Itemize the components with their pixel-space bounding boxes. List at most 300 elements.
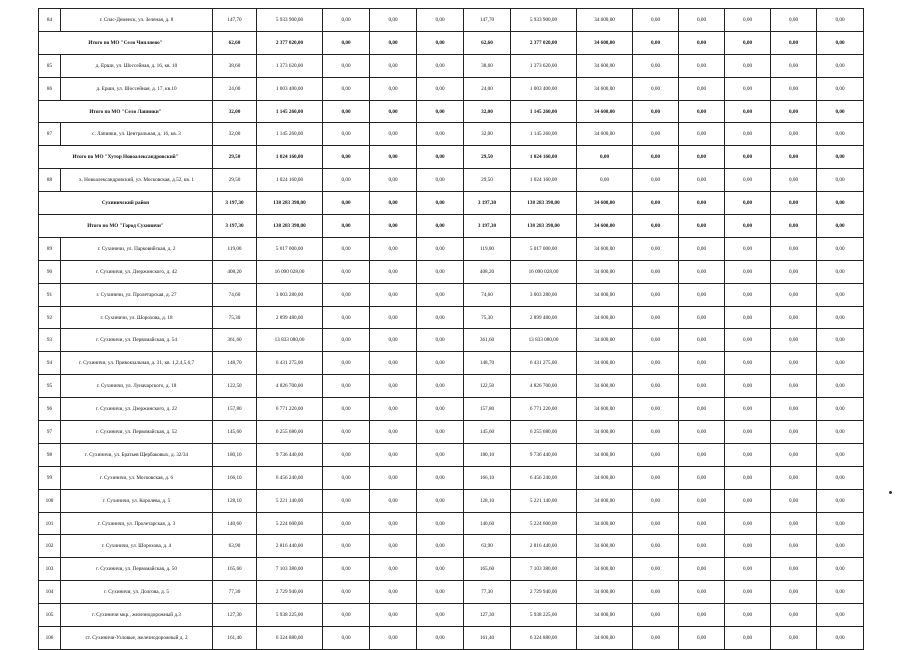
scan-speck (889, 491, 892, 494)
value-cell: 361,60 (464, 329, 511, 352)
value-cell: 0,00 (725, 604, 771, 627)
value-cell: 34 600,00 (577, 558, 633, 581)
value-cell: 0,00 (370, 398, 417, 421)
value-cell: 0,00 (323, 558, 370, 581)
address-cell: ст. Сухиничи-Узловые, железнодорожный д. 2 (61, 627, 213, 650)
value-cell: 1 003 400,00 (257, 77, 323, 100)
value-cell: 1 373 620,00 (511, 54, 577, 77)
value-cell: 5 221 140,00 (257, 489, 323, 512)
value-cell: 0,00 (633, 375, 679, 398)
value-cell: 24,00 (213, 77, 257, 100)
table-row (39, 558, 864, 581)
value-cell: 29,50 (213, 169, 257, 192)
value-cell: 1 145 260,00 (511, 100, 577, 123)
value-cell: 0,00 (633, 146, 679, 169)
value-cell: 74,60 (213, 283, 257, 306)
value-cell: 0,00 (771, 627, 817, 650)
value-cell: 0,00 (633, 466, 679, 489)
value-cell: 0,00 (633, 169, 679, 192)
value-cell: 0,00 (417, 192, 464, 215)
value-cell: 29,50 (464, 146, 511, 169)
value-cell: 34 600,00 (577, 283, 633, 306)
value-cell: 34 600,00 (577, 398, 633, 421)
value-cell: 0,00 (817, 283, 864, 306)
value-cell: 6 456 240,00 (511, 466, 577, 489)
value-cell: 5 017 000,00 (511, 237, 577, 260)
table-row (39, 466, 864, 489)
value-cell: 1 145 260,00 (257, 100, 323, 123)
row-number: 86 (39, 77, 61, 100)
address-cell: д. Ерши, ул. Шоссейная, д. 16, кв. 10 (61, 54, 213, 77)
value-cell: 0,00 (679, 558, 725, 581)
address-cell: г. Сухиничи, ул. Братьев Щербаковых, д. 32/34 (61, 443, 213, 466)
value-cell: 0,00 (633, 54, 679, 77)
value-cell: 1 145 260,00 (511, 123, 577, 146)
total-row (39, 192, 864, 215)
value-cell: 0,00 (771, 581, 817, 604)
table-row (39, 489, 864, 512)
table-row (39, 512, 864, 535)
value-cell: 2 729 940,00 (257, 581, 323, 604)
value-cell: 0,00 (370, 466, 417, 489)
address-cell: г. Сухиничи, ул. Московская, д. 6 (61, 466, 213, 489)
value-cell: 74,60 (464, 283, 511, 306)
value-cell: 34 600,00 (577, 352, 633, 375)
value-cell: 0,00 (417, 123, 464, 146)
value-cell: 0,00 (817, 77, 864, 100)
value-cell: 2 729 940,00 (511, 581, 577, 604)
value-cell: 2 377 020,00 (511, 31, 577, 54)
value-cell: 0,00 (323, 169, 370, 192)
value-cell: 0,00 (725, 260, 771, 283)
value-cell: 0,00 (323, 192, 370, 215)
value-cell: 34 600,00 (577, 123, 633, 146)
document-sheet (38, 8, 864, 650)
value-cell: 0,00 (679, 260, 725, 283)
value-cell: 0,00 (323, 604, 370, 627)
value-cell: 0,00 (771, 9, 817, 32)
address-cell: г. Сухиничи, ул. Привокзальная, д. 31, кв. 1,2,4,5,6,7 (61, 352, 213, 375)
value-cell: 128,10 (464, 489, 511, 512)
value-cell: 0,00 (323, 77, 370, 100)
value-cell: 0,00 (817, 306, 864, 329)
value-cell: 0,00 (633, 237, 679, 260)
value-cell: 0,00 (725, 9, 771, 32)
value-cell: 0,00 (771, 421, 817, 444)
value-cell: 34 600,00 (577, 306, 633, 329)
value-cell: 0,00 (417, 260, 464, 283)
value-cell: 38,60 (464, 54, 511, 77)
value-cell: 5 017 000,00 (257, 237, 323, 260)
value-cell: 157,80 (213, 398, 257, 421)
value-cell: 0,00 (725, 352, 771, 375)
total-label: Итого по МО "Село Чипляево" (39, 31, 213, 54)
address-cell: г. Сухиничи, ул. Шорохова, д. 18 (61, 306, 213, 329)
total-row (39, 31, 864, 54)
value-cell: 0,00 (817, 489, 864, 512)
value-cell: 13 833 080,00 (511, 329, 577, 352)
value-cell: 0,00 (633, 123, 679, 146)
value-cell: 166,10 (213, 466, 257, 489)
table-row (39, 443, 864, 466)
value-cell: 0,00 (771, 77, 817, 100)
row-number: 101 (39, 512, 61, 535)
value-cell: 0,00 (771, 329, 817, 352)
value-cell: 0,00 (771, 489, 817, 512)
value-cell: 0,00 (633, 260, 679, 283)
value-cell: 0,00 (417, 306, 464, 329)
value-cell: 3 197,30 (464, 215, 511, 238)
table-row (39, 398, 864, 421)
value-cell: 0,00 (417, 9, 464, 32)
value-cell: 0,00 (679, 283, 725, 306)
value-cell: 0,00 (771, 558, 817, 581)
value-cell: 2 899 480,00 (257, 306, 323, 329)
value-cell: 161,40 (464, 627, 511, 650)
value-cell: 34 600,00 (577, 581, 633, 604)
value-cell: 0,00 (817, 512, 864, 535)
value-cell: 119,00 (464, 237, 511, 260)
value-cell: 0,00 (633, 398, 679, 421)
value-cell: 0,00 (633, 604, 679, 627)
value-cell: 0,00 (417, 283, 464, 306)
housing-register-table (38, 8, 864, 650)
value-cell: 0,00 (370, 260, 417, 283)
value-cell: 5 933 900,00 (257, 9, 323, 32)
value-cell: 0,00 (370, 581, 417, 604)
value-cell: 0,00 (370, 329, 417, 352)
value-cell: 0,00 (679, 443, 725, 466)
value-cell: 0,00 (323, 489, 370, 512)
value-cell: 34 600,00 (577, 604, 633, 627)
value-cell: 0,00 (817, 443, 864, 466)
value-cell: 0,00 (771, 375, 817, 398)
value-cell: 34 600,00 (577, 535, 633, 558)
value-cell: 166,10 (464, 466, 511, 489)
value-cell: 0,00 (725, 558, 771, 581)
value-cell: 5 938 225,00 (511, 604, 577, 627)
value-cell: 119,00 (213, 237, 257, 260)
address-cell: г. Спас-Деменск, ул. Зеленая, д. 8 (61, 9, 213, 32)
total-row (39, 100, 864, 123)
value-cell: 0,00 (725, 329, 771, 352)
value-cell: 0,00 (633, 9, 679, 32)
value-cell: 34 600,00 (577, 100, 633, 123)
value-cell: 0,00 (633, 421, 679, 444)
address-cell: г. Сухиничи, ул. Пролетарская, д. 27 (61, 283, 213, 306)
value-cell: 9 736 440,00 (257, 443, 323, 466)
value-cell: 0,00 (679, 169, 725, 192)
value-cell: 138 283 398,00 (257, 215, 323, 238)
value-cell: 34 600,00 (577, 237, 633, 260)
value-cell: 0,00 (633, 283, 679, 306)
value-cell: 0,00 (725, 581, 771, 604)
value-cell: 77,30 (464, 581, 511, 604)
value-cell: 0,00 (817, 604, 864, 627)
value-cell: 0,00 (817, 192, 864, 215)
value-cell: 0,00 (817, 421, 864, 444)
value-cell: 1 024 160,00 (257, 169, 323, 192)
total-row (39, 215, 864, 238)
value-cell: 1 003 400,00 (511, 77, 577, 100)
value-cell: 5 221 140,00 (511, 489, 577, 512)
total-label: Сухиничский район (39, 192, 213, 215)
row-number: 94 (39, 352, 61, 375)
value-cell: 0,00 (817, 237, 864, 260)
row-number: 100 (39, 489, 61, 512)
value-cell: 0,00 (679, 581, 725, 604)
value-cell: 148,70 (213, 352, 257, 375)
value-cell: 0,00 (817, 123, 864, 146)
value-cell: 0,00 (633, 558, 679, 581)
value-cell: 0,00 (725, 489, 771, 512)
value-cell: 6 255 680,00 (511, 421, 577, 444)
value-cell: 0,00 (817, 100, 864, 123)
value-cell: 0,00 (771, 146, 817, 169)
value-cell: 34 600,00 (577, 443, 633, 466)
value-cell: 0,00 (679, 489, 725, 512)
value-cell: 0,00 (417, 581, 464, 604)
value-cell: 0,00 (417, 398, 464, 421)
value-cell: 0,00 (725, 146, 771, 169)
value-cell: 0,00 (323, 443, 370, 466)
address-cell: г. Сухиничи, ул. Пролетарская, д. 3 (61, 512, 213, 535)
value-cell: 16 090 028,00 (257, 260, 323, 283)
value-cell: 0,00 (633, 329, 679, 352)
value-cell: 0,00 (417, 443, 464, 466)
value-cell: 0,00 (417, 489, 464, 512)
value-cell: 0,00 (370, 604, 417, 627)
value-cell: 0,00 (679, 604, 725, 627)
value-cell: 0,00 (771, 398, 817, 421)
value-cell: 0,00 (633, 581, 679, 604)
value-cell: 0,00 (679, 192, 725, 215)
value-cell: 0,00 (323, 375, 370, 398)
value-cell: 0,00 (725, 283, 771, 306)
address-cell: г. Сухиничи, ул. Дзержинского, д. 22 (61, 398, 213, 421)
value-cell: 75,30 (464, 306, 511, 329)
value-cell: 157,80 (464, 398, 511, 421)
value-cell: 0,00 (817, 9, 864, 32)
value-cell: 0,00 (370, 123, 417, 146)
value-cell: 0,00 (417, 100, 464, 123)
value-cell: 0,00 (771, 466, 817, 489)
value-cell: 0,00 (771, 215, 817, 238)
value-cell: 3 003 280,00 (511, 283, 577, 306)
value-cell: 0,00 (679, 398, 725, 421)
value-cell: 0,00 (725, 54, 771, 77)
value-cell: 3 197,30 (213, 192, 257, 215)
value-cell: 34 600,00 (577, 421, 633, 444)
value-cell: 0,00 (679, 627, 725, 650)
value-cell: 0,00 (771, 352, 817, 375)
value-cell: 6 431 275,00 (511, 352, 577, 375)
value-cell: 34 600,00 (577, 215, 633, 238)
value-cell: 0,00 (679, 421, 725, 444)
value-cell: 0,00 (679, 512, 725, 535)
table-row (39, 535, 864, 558)
value-cell: 4 826 700,00 (511, 375, 577, 398)
table-row (39, 352, 864, 375)
row-number: 95 (39, 375, 61, 398)
value-cell: 0,00 (771, 169, 817, 192)
address-cell: г. Сухиничи, ул. Королева, д. 5 (61, 489, 213, 512)
value-cell: 0,00 (633, 192, 679, 215)
value-cell: 0,00 (817, 535, 864, 558)
total-label: Итого по МО "Село Лапинки" (39, 100, 213, 123)
value-cell: 6 431 275,00 (257, 352, 323, 375)
value-cell: 0,00 (771, 535, 817, 558)
value-cell: 138 283 398,00 (511, 215, 577, 238)
table-row (39, 123, 864, 146)
value-cell: 6 255 680,00 (257, 421, 323, 444)
address-cell: д. Ерши, ул. Шоссейная, д. 17, кв.10 (61, 77, 213, 100)
row-number: 102 (39, 535, 61, 558)
value-cell: 75,30 (213, 306, 257, 329)
row-number: 93 (39, 329, 61, 352)
value-cell: 0,00 (370, 375, 417, 398)
value-cell: 0,00 (323, 398, 370, 421)
value-cell: 0,00 (417, 31, 464, 54)
value-cell: 0,00 (725, 100, 771, 123)
value-cell: 0,00 (323, 146, 370, 169)
value-cell: 0,00 (817, 375, 864, 398)
value-cell: 165,60 (213, 558, 257, 581)
value-cell: 0,00 (323, 512, 370, 535)
value-cell: 0,00 (370, 146, 417, 169)
value-cell: 0,00 (771, 54, 817, 77)
value-cell: 0,00 (323, 421, 370, 444)
row-number: 89 (39, 237, 61, 260)
value-cell: 0,00 (817, 146, 864, 169)
value-cell: 0,00 (633, 627, 679, 650)
value-cell: 2 816 440,00 (257, 535, 323, 558)
value-cell: 34 600,00 (577, 489, 633, 512)
value-cell: 0,00 (725, 627, 771, 650)
value-cell: 0,00 (771, 123, 817, 146)
value-cell: 0,00 (370, 215, 417, 238)
value-cell: 0,00 (771, 604, 817, 627)
table-row (39, 306, 864, 329)
value-cell: 16 090 028,00 (511, 260, 577, 283)
address-cell: г. Сухиничи, ул. Долгова, д. 5 (61, 581, 213, 604)
table-row (39, 283, 864, 306)
table-row (39, 9, 864, 32)
value-cell: 34 600,00 (577, 512, 633, 535)
value-cell: 147,70 (213, 9, 257, 32)
value-cell: 0,00 (370, 100, 417, 123)
total-label: Итого по МО "Город Сухиничи" (39, 215, 213, 238)
table-row (39, 77, 864, 100)
value-cell: 0,00 (417, 466, 464, 489)
value-cell: 34 600,00 (577, 466, 633, 489)
table-row (39, 627, 864, 650)
value-cell: 0,00 (725, 192, 771, 215)
table-row (39, 604, 864, 627)
value-cell: 0,00 (679, 9, 725, 32)
value-cell: 0,00 (633, 535, 679, 558)
value-cell: 180,10 (464, 443, 511, 466)
value-cell: 7 103 380,00 (511, 558, 577, 581)
value-cell: 0,00 (633, 215, 679, 238)
total-label: Итого по МО "Хутор Новоалександровский" (39, 146, 213, 169)
value-cell: 0,00 (323, 466, 370, 489)
value-cell: 2 377 020,00 (257, 31, 323, 54)
value-cell: 0,00 (817, 352, 864, 375)
row-number: 87 (39, 123, 61, 146)
row-number: 105 (39, 604, 61, 627)
value-cell: 0,00 (817, 466, 864, 489)
value-cell: 34 600,00 (577, 9, 633, 32)
value-cell: 0,00 (417, 352, 464, 375)
table-row (39, 329, 864, 352)
value-cell: 0,00 (417, 329, 464, 352)
value-cell: 34 600,00 (577, 31, 633, 54)
value-cell: 0,00 (417, 169, 464, 192)
value-cell: 0,00 (370, 558, 417, 581)
value-cell: 0,00 (417, 375, 464, 398)
address-cell: г. Сухиничи, ул. Первомайская, д. 50 (61, 558, 213, 581)
value-cell: 5 224 600,00 (257, 512, 323, 535)
value-cell: 122,50 (464, 375, 511, 398)
value-cell: 0,00 (417, 146, 464, 169)
value-cell: 29,50 (213, 146, 257, 169)
row-number: 88 (39, 169, 61, 192)
value-cell: 0,00 (417, 77, 464, 100)
address-cell: х. Новоалександровский, ул. Московская, д.52, кв. 1 (61, 169, 213, 192)
value-cell: 0,00 (725, 31, 771, 54)
row-number: 99 (39, 466, 61, 489)
value-cell: 34 600,00 (577, 192, 633, 215)
value-cell: 2 816 440,00 (511, 535, 577, 558)
value-cell: 0,00 (771, 283, 817, 306)
value-cell: 5 938 225,00 (257, 604, 323, 627)
value-cell: 0,00 (679, 329, 725, 352)
value-cell: 63,90 (464, 535, 511, 558)
value-cell: 0,00 (633, 77, 679, 100)
value-cell: 140,60 (213, 512, 257, 535)
value-cell: 34 600,00 (577, 54, 633, 77)
value-cell: 2 899 480,00 (511, 306, 577, 329)
value-cell: 408,20 (464, 260, 511, 283)
row-number: 92 (39, 306, 61, 329)
value-cell: 145,60 (464, 421, 511, 444)
value-cell: 0,00 (370, 443, 417, 466)
value-cell: 0,00 (771, 443, 817, 466)
value-cell: 0,00 (370, 512, 417, 535)
address-cell: г. Сухиничи, ул. Парковийская, д. 2 (61, 237, 213, 260)
value-cell: 0,00 (633, 100, 679, 123)
value-cell: 0,00 (725, 535, 771, 558)
value-cell: 32,00 (464, 100, 511, 123)
value-cell: 0,00 (323, 54, 370, 77)
table-row (39, 260, 864, 283)
value-cell: 0,00 (633, 489, 679, 512)
value-cell: 7 103 380,00 (257, 558, 323, 581)
value-cell: 0,00 (725, 398, 771, 421)
value-cell: 62,60 (464, 31, 511, 54)
value-cell: 38,60 (213, 54, 257, 77)
value-cell: 0,00 (633, 512, 679, 535)
value-cell: 0,00 (725, 443, 771, 466)
value-cell: 145,60 (213, 421, 257, 444)
value-cell: 0,00 (679, 306, 725, 329)
value-cell: 0,00 (725, 375, 771, 398)
row-number: 104 (39, 581, 61, 604)
value-cell: 0,00 (323, 100, 370, 123)
value-cell: 0,00 (679, 31, 725, 54)
value-cell: 140,60 (464, 512, 511, 535)
